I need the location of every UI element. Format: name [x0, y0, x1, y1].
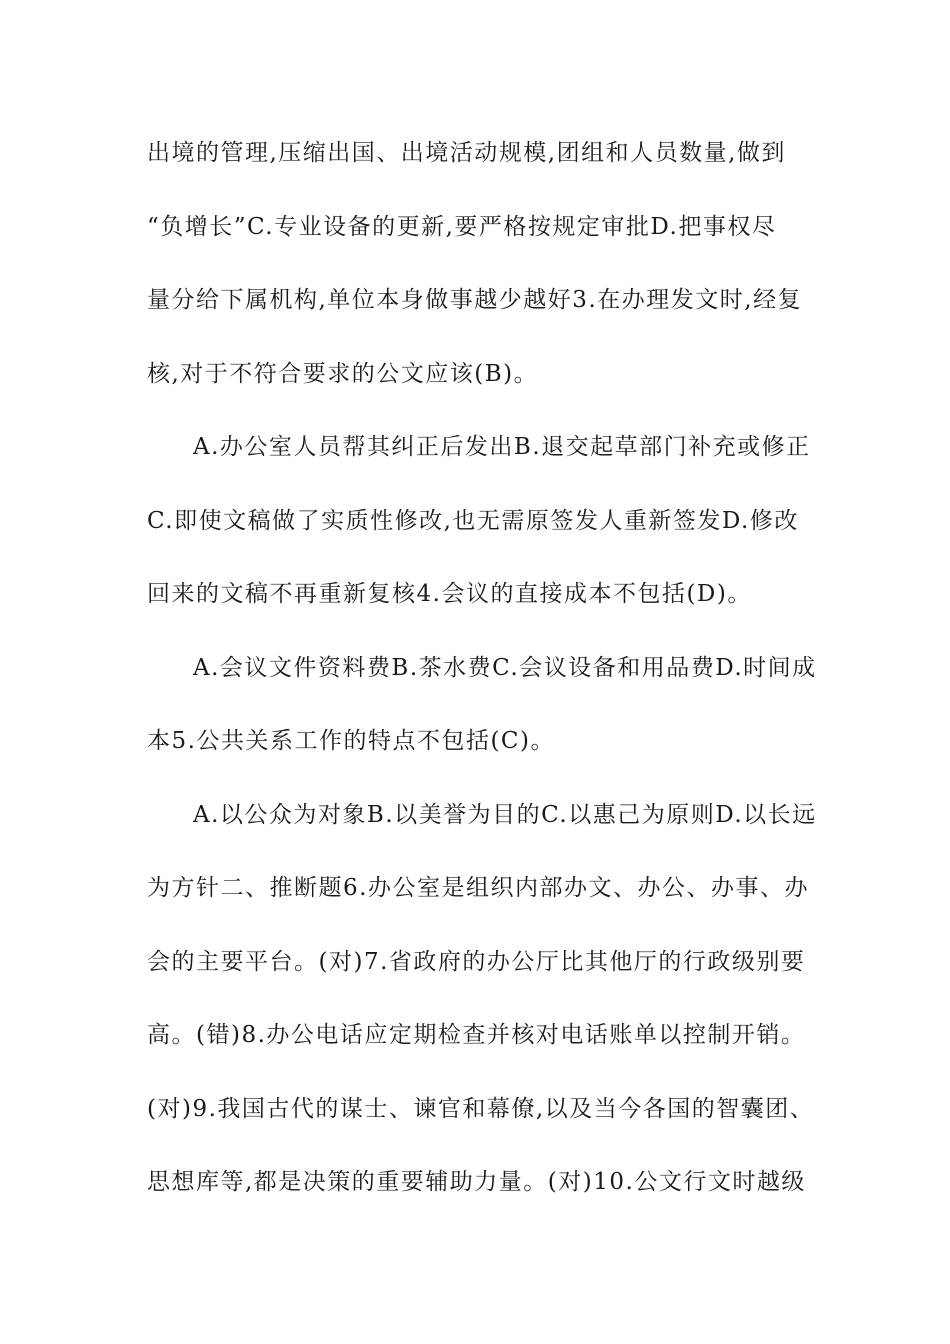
text-line: 会的主要平台。(对)7.省政府的办公厅比其他厅的行政级别要 — [147, 948, 806, 975]
text-line: C.即使文稿做了实质性修改,也无需原签发人重新签发D.修改 — [147, 507, 799, 534]
text-line: 量分给下属机构,单位本身做事越少越好3.在办理发文时,经复 — [147, 287, 803, 313]
text-line: “负增长”C.专业设备的更新,要严格按规定审批D.把事权尽 — [147, 213, 777, 240]
text-line: A.以公众为对象B.以美誉为目的C.以惠己为原则D.以长远 — [193, 801, 817, 828]
text-line: 回来的文稿不再重新复核4.会议的直接成本不包括(D)。 — [147, 581, 752, 607]
text-line: A.办公室人员帮其纠正后发出B.退交起草部门补充或修正 — [193, 434, 811, 460]
body-text — [147, 131, 817, 1234]
text-line: 高。(错)8.办公电话应定期检查并核对电话账单以控制开销。 — [147, 1022, 806, 1048]
text-line: (对)9.我国古代的谋士、谏官和幕僚,以及当今各国的智囊团、 — [147, 1095, 815, 1122]
text-line: 本5.公共关系工作的特点不包括(C)。 — [147, 728, 555, 754]
text-line: 为方针二、推断题6.办公室是组织内部办文、办公、办事、办 — [147, 875, 809, 901]
text-line: 出境的管理,压缩出国、出境活动规模,团组和人员数量,做到 — [147, 140, 786, 166]
text-line: A.会议文件资料费B.茶水费C.会议设备和用品费D.时间成 — [193, 654, 817, 681]
text-line: 思想库等,都是决策的重要辅助力量。(对)10.公文行文时越级 — [147, 1169, 806, 1195]
text-line: 核,对于不符合要求的公文应该(B)。 — [147, 360, 539, 387]
